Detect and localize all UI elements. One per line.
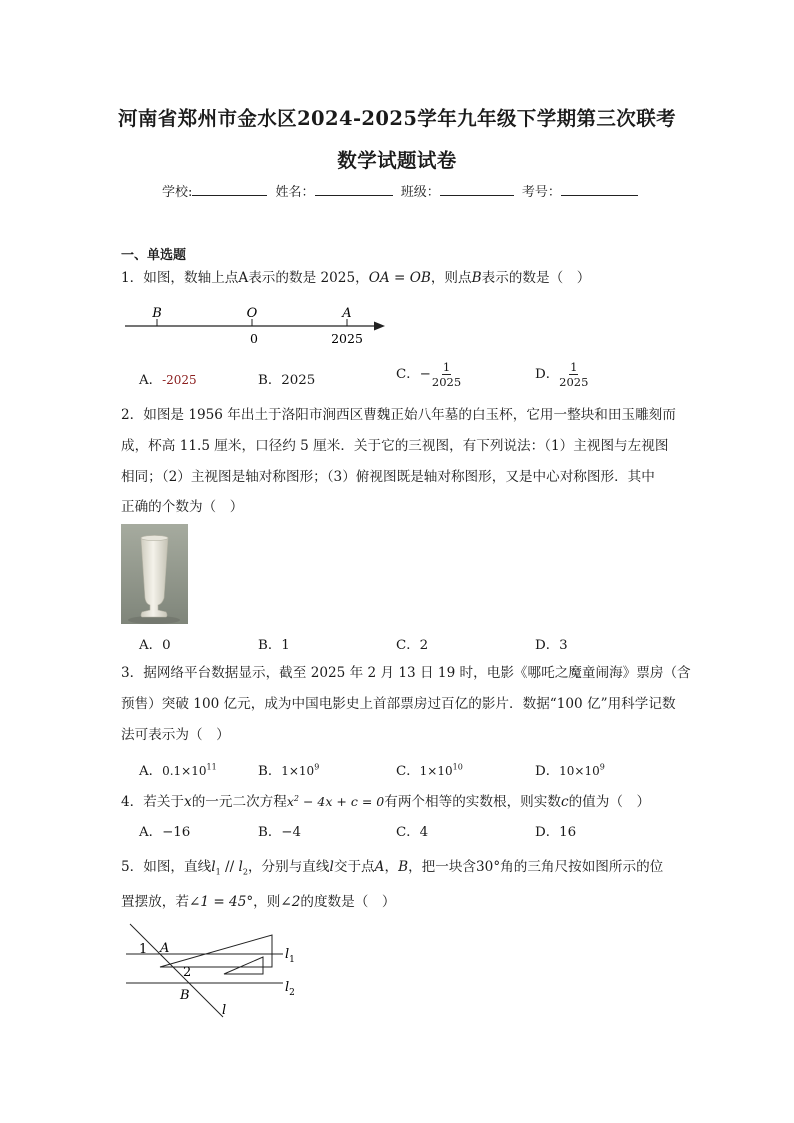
q4-text-post2: 的值为（ ） bbox=[568, 794, 651, 811]
option-label: B． bbox=[258, 764, 282, 779]
q5-text-mid5: ，则 bbox=[253, 894, 281, 910]
page-title: 河南省郑州市金水区2024-2025学年九年级下学期第三次联考 bbox=[117, 107, 677, 130]
option-label: B． bbox=[258, 638, 282, 653]
option-value: -2025 bbox=[162, 373, 197, 387]
name-label: 姓名： bbox=[275, 185, 315, 200]
option-value: 0.1×10 bbox=[162, 764, 207, 778]
exam-number-blank[interactable] bbox=[561, 183, 638, 196]
q5-l-var: l bbox=[329, 859, 334, 875]
q2-option-a[interactable] bbox=[139, 634, 171, 653]
q1-option-b[interactable] bbox=[258, 369, 315, 388]
set-square-outer bbox=[160, 935, 272, 967]
value-a-label: 2025 bbox=[331, 331, 363, 346]
option-exponent: 9 bbox=[314, 762, 320, 772]
q5-l1-var: l bbox=[211, 859, 216, 875]
option-label: D． bbox=[535, 825, 560, 840]
jade-cup-photo bbox=[121, 524, 188, 624]
number-line-figure bbox=[115, 300, 395, 352]
q5-l2-var: l bbox=[238, 859, 243, 875]
q1-equation: OA = OB bbox=[368, 270, 431, 286]
line-l1-subscript: 1 bbox=[289, 955, 295, 965]
q5-text-mid3: ，把一块含 bbox=[408, 859, 477, 875]
fraction-denominator: 2025 bbox=[431, 375, 462, 389]
option-value: −16 bbox=[162, 825, 191, 840]
q5-l2-sub: 2 bbox=[242, 867, 248, 877]
line-l1-label bbox=[285, 947, 295, 965]
q5-text-post: 的度数是（ ） bbox=[300, 894, 396, 910]
q2-option-c[interactable] bbox=[396, 634, 428, 653]
q5-comma: ， bbox=[384, 859, 399, 875]
line-l-label: l bbox=[222, 1003, 227, 1018]
eq-rest: − 4x + c = 0 bbox=[299, 794, 385, 810]
q5-point-b: B bbox=[398, 859, 409, 875]
q5-angle-30: 30° bbox=[476, 859, 501, 875]
q1-text-pre: 1．如图，数轴上点A表示的数是 2025， bbox=[121, 270, 369, 286]
q2-line-4: 正确的个数为（ ） bbox=[121, 499, 244, 515]
option-label: C． bbox=[396, 825, 420, 840]
option-value: 10×10 bbox=[559, 764, 600, 778]
option-label: D． bbox=[535, 638, 560, 653]
option-value: 2 bbox=[419, 638, 429, 653]
name-blank[interactable] bbox=[315, 183, 393, 196]
fraction-numerator: 1 bbox=[570, 360, 578, 374]
option-label: D． bbox=[535, 367, 560, 382]
q5-l1-sub: 1 bbox=[215, 867, 221, 877]
option-value: 16 bbox=[559, 825, 577, 840]
q5-text-mid4: 角的三角尺按如图所示的位 bbox=[500, 859, 664, 875]
line-l2-letter: l bbox=[285, 980, 290, 995]
option-value: 0 bbox=[162, 638, 171, 653]
option-value: 1 bbox=[281, 638, 290, 653]
q4-var-x: x bbox=[184, 794, 192, 811]
q4-text-post: 有两个相等的实数根，则实数 bbox=[384, 794, 561, 811]
q2-option-d[interactable] bbox=[535, 634, 568, 653]
q4-option-d[interactable] bbox=[535, 821, 576, 840]
option-value: −4 bbox=[281, 825, 301, 840]
value-o-label: 0 bbox=[250, 331, 258, 346]
angle-1-label: 1 bbox=[139, 942, 148, 957]
q1-text-post: 表示的数是（ ） bbox=[481, 270, 591, 286]
option-value: 1×10 bbox=[419, 764, 453, 778]
option-value: 1×10 bbox=[281, 764, 315, 778]
q5-text-pre: 5．如图，直线 bbox=[121, 859, 212, 875]
axis-arrow-icon bbox=[374, 322, 385, 331]
q3-line-1: 3．据网络平台数据显示，截至 2025 年 2 月 13 日 19 时，电影《哪吒之魔童闹海》票房（含 bbox=[121, 665, 691, 681]
class-label: 班级： bbox=[400, 185, 440, 200]
q4-option-a[interactable] bbox=[139, 821, 190, 840]
q1-var-b: B bbox=[471, 270, 482, 286]
q3-line-3: 法可表示为（ ） bbox=[121, 727, 230, 743]
q4-text-mid: 的一元二次方程 bbox=[191, 794, 287, 811]
q5-angle-1-eq: ∠1 = 45° bbox=[188, 894, 254, 910]
class-blank[interactable] bbox=[440, 183, 514, 196]
option-value: 3 bbox=[559, 638, 568, 653]
school-label: 学校: bbox=[162, 185, 193, 200]
option-label: A． bbox=[139, 638, 163, 653]
option-fraction bbox=[559, 360, 588, 389]
q5-text-mid1: ，分别与直线 bbox=[247, 859, 330, 875]
option-exponent: 11 bbox=[206, 762, 217, 772]
line-l2-label bbox=[285, 980, 295, 998]
q5-line-2 bbox=[121, 887, 396, 918]
exam-number-label: 考号： bbox=[521, 185, 561, 200]
fraction-denominator: 2025 bbox=[559, 375, 589, 389]
q5-text-mid2: 交于点 bbox=[333, 859, 375, 875]
q2-line-1: 2．如图是 1956 年出土于洛阳市涧西区曹魏正始八年墓的白玉杯，它用一整块和田玉雕刻而 bbox=[121, 407, 676, 423]
line-l2-subscript: 2 bbox=[289, 988, 295, 998]
point-a-label: A bbox=[342, 306, 352, 321]
q2-line-3: 相同；（2）主视图是轴对称图形；（3）俯视图既是轴对称图形，又是中心对称图形．其中 bbox=[121, 469, 655, 485]
q4-option-c[interactable] bbox=[396, 821, 428, 840]
angle-2-label: 2 bbox=[183, 965, 192, 980]
line-l1-letter: l bbox=[285, 947, 290, 962]
option-exponent: 10 bbox=[452, 762, 463, 772]
q5-text-pre2: 置摆放，若 bbox=[121, 894, 189, 910]
option-label: C． bbox=[396, 367, 420, 382]
q3-line-2: 预售）突破 100 亿元，成为中国电影史上首部票房过百亿的影片．数据“100 亿”用科学记数 bbox=[121, 696, 676, 712]
section-heading: 一、单选题 bbox=[121, 248, 187, 263]
q3-option-d[interactable] bbox=[535, 760, 605, 779]
q1-stem bbox=[121, 263, 590, 294]
point-a-label: A bbox=[160, 941, 170, 956]
q2-option-b[interactable] bbox=[258, 634, 290, 653]
point-o-label: O bbox=[246, 306, 258, 321]
q4-var-c: c bbox=[560, 794, 569, 811]
option-fraction bbox=[432, 360, 461, 389]
option-exponent: 9 bbox=[599, 762, 605, 772]
q2-line-2: 成，杯高 11.5 厘米，口径约 5 厘米．关于它的三视图，有下列说法：（1）主视图与左视图 bbox=[121, 438, 669, 454]
set-square-inner bbox=[224, 957, 263, 974]
option-sign: − bbox=[419, 367, 431, 382]
fraction-numerator: 1 bbox=[442, 360, 451, 374]
q3-option-c[interactable] bbox=[396, 760, 463, 779]
option-value: 2025 bbox=[281, 373, 316, 388]
q5-line-1 bbox=[121, 852, 663, 888]
option-label: A． bbox=[139, 825, 163, 840]
point-b-label: B bbox=[180, 988, 190, 1003]
q5-point-a: A bbox=[374, 859, 385, 875]
q5-angle-2: ∠2 bbox=[280, 894, 301, 910]
parallel-lines-figure bbox=[118, 922, 318, 1022]
option-label: D． bbox=[535, 764, 560, 779]
q4-equation bbox=[287, 794, 384, 809]
student-info-row bbox=[162, 181, 638, 200]
option-label: C． bbox=[396, 764, 420, 779]
q1-text-mid: ，则点 bbox=[430, 270, 472, 286]
school-blank[interactable] bbox=[192, 183, 267, 196]
option-value: 4 bbox=[419, 825, 429, 840]
option-label: A． bbox=[139, 373, 163, 388]
q4-stem bbox=[121, 783, 650, 818]
point-b-label: B bbox=[152, 306, 162, 321]
eq-x: x bbox=[286, 794, 294, 810]
option-label: C． bbox=[396, 638, 420, 653]
option-label: B． bbox=[258, 825, 282, 840]
q4-text-pre: 4．若关于 bbox=[121, 794, 185, 811]
option-label: A． bbox=[139, 764, 163, 779]
option-label: B． bbox=[258, 373, 282, 388]
line-l bbox=[130, 924, 223, 1017]
q4-option-b[interactable] bbox=[258, 821, 301, 840]
page-subtitle: 数学试题试卷 bbox=[337, 149, 457, 172]
q1-option-c[interactable] bbox=[396, 360, 461, 389]
q3-option-b[interactable] bbox=[258, 760, 319, 779]
eq-square: 2 bbox=[293, 794, 300, 803]
q1-option-d[interactable] bbox=[535, 360, 588, 389]
q5-parallel: // bbox=[220, 859, 239, 875]
q1-option-a[interactable] bbox=[139, 369, 197, 388]
q3-option-a[interactable] bbox=[139, 760, 217, 779]
